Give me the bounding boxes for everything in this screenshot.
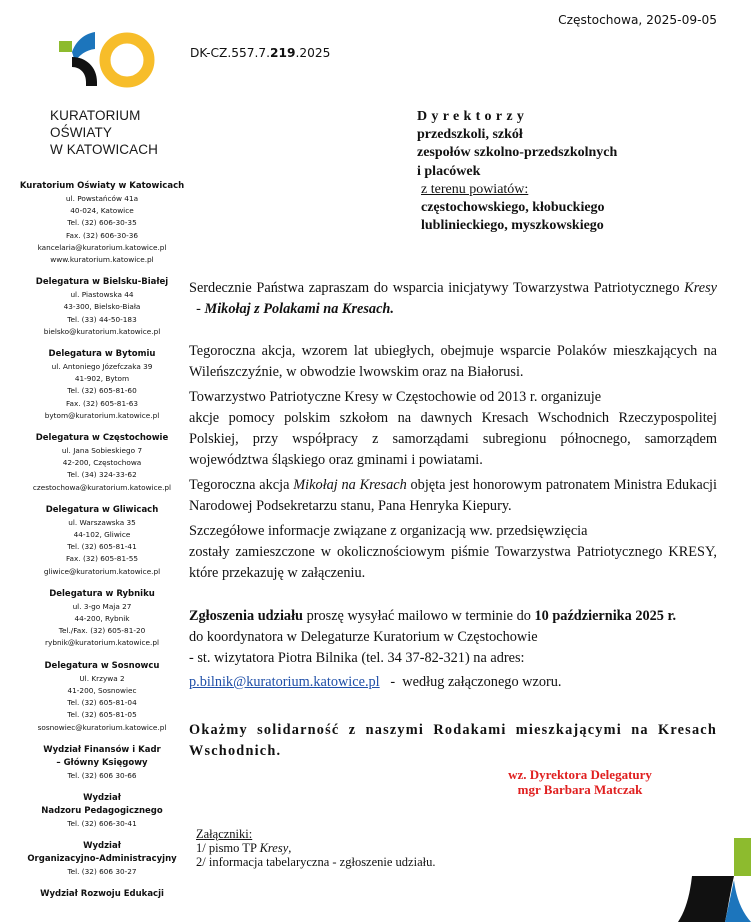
attachment-item bbox=[196, 841, 435, 855]
addressee-line: zespołów szkolno-przedszkolnych bbox=[417, 145, 618, 161]
reference-prefix: DK-CZ.557.7. bbox=[190, 46, 270, 60]
paragraph-2: Tegoroczna akcja, wzorem lat ubiegłych, obejmuje wsparcie Polaków mieszkających na Wileńszczyźnie, w obwodzie lwowskim oraz na Białorusi. bbox=[189, 343, 717, 380]
contact-block bbox=[0, 792, 204, 830]
signature-name: mgr Barbara Matczak bbox=[517, 782, 643, 797]
contact-block-title: Wydział Finansów i Kadr bbox=[43, 744, 161, 755]
text: - bbox=[189, 301, 205, 317]
contact-block-line: ul. Powstańców 41a bbox=[65, 194, 139, 203]
contact-block-title: Delegatura w Częstochowie bbox=[35, 433, 169, 444]
contact-block-line: 44-200, Rybnik bbox=[74, 614, 130, 624]
contact-block-title: Delegatura w Sosnowcu bbox=[44, 660, 160, 671]
contact-block-line: 41-200, Sosnowiec bbox=[67, 685, 137, 695]
contact-block-line: Ul. Krzywa 2 bbox=[79, 673, 125, 683]
contact-block-line: kancelaria@kuratorium.katowice.pl bbox=[37, 242, 167, 252]
paragraph-3-line1: Towarzystwo Patriotyczne Kresy w Częstochowie od 2013 r. organizuje bbox=[189, 389, 602, 405]
contact-block-line: 44-102, Gliwice bbox=[73, 530, 131, 540]
contact-block-line: ul. Warszawska 35 bbox=[68, 517, 136, 527]
deadline: 10 października 2025 r. bbox=[534, 608, 677, 624]
text: , bbox=[288, 841, 292, 855]
text: 1/ pismo TP bbox=[196, 841, 260, 855]
contact-block-line: Tel. (32) 605-81-60 bbox=[67, 386, 137, 396]
contact-block bbox=[0, 588, 204, 650]
paragraph-invitation bbox=[189, 278, 717, 320]
contact-block bbox=[0, 840, 204, 878]
contact-block-line: Fax. (32) 605-81-63 bbox=[65, 398, 139, 408]
logo-caption-line: OŚWIATY bbox=[50, 125, 112, 140]
contact-block-line: 43-300, Bielsko-Biała bbox=[63, 302, 141, 312]
contact-block-line: Tel. (32) 606-30-41 bbox=[67, 818, 137, 828]
contact-block bbox=[0, 504, 204, 578]
contact-block-title: Wydział bbox=[83, 841, 121, 852]
contact-block-line: www.kuratorium.katowice.pl bbox=[50, 255, 154, 265]
reference-number bbox=[190, 46, 330, 60]
campaign-name: Mikołaj z Polakami na Kresach. bbox=[204, 301, 394, 317]
contact-block-line: Fax. (32) 606-30-36 bbox=[65, 230, 139, 240]
addressee-line: i placówek bbox=[417, 163, 481, 179]
attachments-heading: Załączniki: bbox=[196, 827, 253, 841]
text: Tegoroczna akcja bbox=[189, 477, 294, 493]
contact-block-title: Wydział Rozwoju Edukacji bbox=[40, 889, 164, 900]
email-link[interactable]: p.bilnik@kuratorium.katowice.pl bbox=[189, 674, 380, 690]
contact-block-line: rybnik@kuratorium.katowice.pl bbox=[45, 638, 159, 648]
contact-block-line: Tel./Fax. (32) 605-81-20 bbox=[58, 626, 146, 636]
text-italic: Kresy bbox=[259, 841, 289, 855]
contact-block-line: Tel. (32) 606 30-27 bbox=[67, 867, 137, 877]
text: proszę wysyłać mailowo w terminie do bbox=[303, 608, 535, 624]
contact-block-line: Tel. (33) 44-50-183 bbox=[67, 314, 137, 324]
contact-block-line: bielsko@kuratorium.katowice.pl bbox=[43, 326, 161, 336]
contact-block-line: 41-902, Bytom bbox=[74, 374, 130, 384]
contact-block-line: czestochowa@kuratorium.katowice.pl bbox=[32, 482, 172, 492]
contact-block bbox=[0, 432, 204, 494]
kuratorium-logo-icon bbox=[48, 30, 158, 90]
contact-sidebar bbox=[0, 180, 204, 911]
attachments bbox=[196, 827, 435, 869]
contact-block bbox=[0, 276, 204, 338]
contact-block-line: Tel. (32) 606 30-66 bbox=[67, 770, 137, 780]
addressee-block bbox=[417, 108, 617, 235]
text: - według załączonego wzoru. bbox=[379, 674, 562, 690]
contact-block-title: Delegatura w Bielsku-Białej bbox=[35, 277, 169, 288]
contact-block-line: ul. Antoniego Józefczaka 39 bbox=[51, 362, 153, 372]
text-bold: Zgłoszenia udziału bbox=[189, 608, 303, 624]
contact-block bbox=[0, 348, 204, 422]
contact-block-title: Organizacyjno-Administracyjny bbox=[27, 854, 177, 865]
addressee-line: lublinieckiego, myszkowskiego bbox=[421, 218, 604, 234]
text-italic: Kresy bbox=[684, 280, 717, 296]
contact-block-title: Delegatura w Bytomiu bbox=[48, 349, 156, 360]
contact-block-line: ul. Piastowska 44 bbox=[70, 290, 134, 300]
contact-block bbox=[0, 888, 204, 901]
text-italic: Mikołaj na Kresach bbox=[293, 477, 407, 493]
contact-block-line: Tel. (32) 605-81-04 bbox=[67, 698, 137, 708]
contact-block-title: Delegatura w Rybniku bbox=[49, 588, 155, 599]
text: Serdecznie Państwa zapraszam do wsparcia inicjatywy Towarzystwa Patriotycznego bbox=[189, 280, 685, 296]
text: - st. wizytatora Piotra Bilnika (tel. 34 37-82-321) na adres: bbox=[189, 650, 525, 666]
attachment-item: 2/ informacja tabelaryczna - zgłoszenie udziału. bbox=[196, 855, 436, 869]
reference-suffix: .2025 bbox=[295, 46, 331, 60]
contact-block-line: ul. Jana Sobieskiego 7 bbox=[61, 446, 143, 456]
signature bbox=[500, 767, 660, 797]
addressee-line: częstochowskiego, kłobuckiego bbox=[421, 200, 605, 216]
date-line: Częstochowa, 2025-09-05 bbox=[558, 13, 717, 27]
contact-block-line: 40-024, Katowice bbox=[70, 206, 134, 216]
corner-logo-fragment-icon bbox=[670, 838, 751, 922]
contact-block-line: Tel. (32) 606-30-35 bbox=[67, 218, 137, 228]
contact-block bbox=[0, 660, 204, 734]
paragraph-3: akcje pomocy polskim szkołom na dawnych Kresach Wschodnich Rzeczypospolitej Polskiej, przy współpracy z samorządami subregionu północnego, samorządem województwa śląskiego oraz gminami i powiatami. bbox=[189, 410, 717, 468]
text: objęta jest honorowym patronatem Ministra Edukacji Narodowej Podsekretarzu stanu, Pana Henryka Kiepury. bbox=[189, 477, 717, 514]
paragraph-registration bbox=[189, 606, 717, 693]
reference-bold: 219 bbox=[270, 46, 296, 60]
logo-caption-line: W KATOWICACH bbox=[50, 142, 158, 157]
logo-caption bbox=[50, 107, 158, 158]
signature-title: wz. Dyrektora Delegatury bbox=[508, 767, 652, 782]
contact-block-title: Kuratorium Oświaty w Katowicach bbox=[19, 181, 185, 191]
text: do koordynatora w Delegaturze Kuratorium w Częstochowie bbox=[189, 629, 538, 645]
addressee-region-label: z terenu powiatów: bbox=[421, 181, 529, 197]
contact-block-line: gliwice@kuratorium.katowice.pl bbox=[43, 566, 161, 576]
contact-block bbox=[0, 180, 204, 266]
paragraph-5: zostały zamieszczone w okolicznościowym piśmie Towarzystwa Patriotycznego KRESY, które przekazuję w załączeniu. bbox=[189, 544, 717, 581]
contact-block-line: Fax. (32) 605-81-55 bbox=[65, 554, 139, 564]
contact-block-line: Tel. (32) 605-81-41 bbox=[67, 542, 137, 552]
contact-block-line: bytom@kuratorium.katowice.pl bbox=[44, 410, 160, 420]
paragraph-body bbox=[189, 341, 717, 584]
contact-block-title: Nadzoru Pedagogicznego bbox=[41, 805, 163, 816]
contact-block-line: sosnowiec@kuratorium.katowice.pl bbox=[37, 722, 167, 732]
contact-block-title: Delegatura w Gliwicach bbox=[45, 504, 159, 515]
contact-block-line: Tel. (32) 605-81-05 bbox=[67, 710, 137, 720]
addressee-line: przedszkoli, szkół bbox=[417, 127, 523, 143]
contact-block-title: – Główny Księgowy bbox=[56, 757, 148, 768]
contact-block-title: Wydział bbox=[83, 792, 121, 803]
closing-statement: Okażmy solidarność z naszymi Rodakami mieszkającymi na Kresach Wschodnich. bbox=[189, 722, 717, 759]
contact-block-line: ul. 3-go Maja 27 bbox=[72, 601, 132, 611]
addressee-title: Dyrektorzy bbox=[417, 109, 529, 124]
paragraph-5-line1: Szczegółowe informacje związane z organizacją ww. przedsięwzięcia bbox=[189, 523, 588, 539]
contact-block-line: Tel. (34) 324-33-62 bbox=[67, 470, 137, 480]
contact-block-line: 42-200, Częstochowa bbox=[62, 458, 142, 468]
logo-caption-line: KURATORIUM bbox=[50, 108, 141, 123]
contact-block bbox=[0, 744, 204, 782]
